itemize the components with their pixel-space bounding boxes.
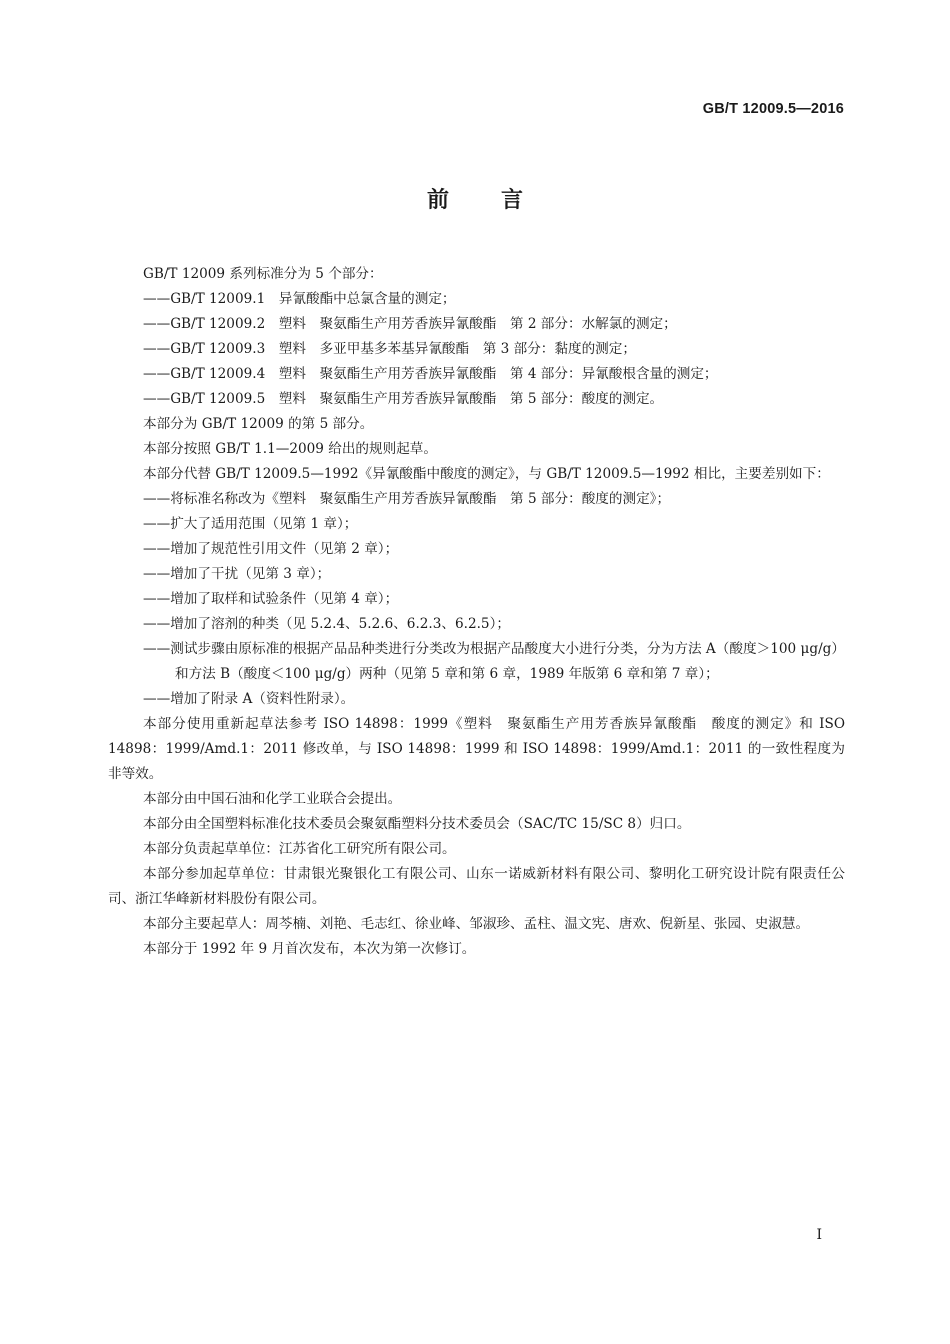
list-item: ——GB/T 12009.5 塑料 聚氨酯生产用芳香族异氰酸酯 第 5 部分：酸度的测定。 <box>143 391 664 407</box>
page-title: 前言 <box>426 188 575 213</box>
foreword-body <box>108 262 845 962</box>
list-item: ——增加了附录 A（资料性附录）。 <box>143 691 355 707</box>
paragraph: 本部分为 GB/T 12009 的第 5 部分。 <box>143 416 374 432</box>
list-item: ——GB/T 12009.2 塑料 聚氨酯生产用芳香族异氰酸酯 第 2 部分：水解氯的测定； <box>143 316 677 332</box>
list-item: ——测试步骤由原标准的根据产品品种类进行分类改为根据产品酸度大小进行分类，分为方法 A（酸度＞100 μg/g）和方法 B（酸度＜100 μg/g）两种（见第 5 章和第 6 章，1989 年版第 6 章和第 7 章）； <box>143 641 845 682</box>
paragraph: 本部分参加起草单位：甘肃银光聚银化工有限公司、山东一诺威新材料有限公司、黎明化工研究设计院有限责任公司、浙江华峰新材料股份有限公司。 <box>108 866 845 907</box>
paragraph: 本部分由全国塑料标准化技术委员会聚氨酯塑料分技术委员会（SAC/TC 15/SC 8）归口。 <box>143 816 691 832</box>
list-item: ——GB/T 12009.4 塑料 聚氨酯生产用芳香族异氰酸酯 第 4 部分：异氰酸根含量的测定； <box>143 366 718 382</box>
list-item: ——增加了溶剂的种类（见 5.2.4、5.2.6、6.2.3、6.2.5）； <box>143 616 510 632</box>
list-item: ——GB/T 12009.3 塑料 多亚甲基多苯基异氰酸酯 第 3 部分：黏度的测定； <box>143 341 636 357</box>
paragraph: 本部分代替 GB/T 12009.5—1992《异氰酸酯中酸度的测定》，与 GB/T 12009.5—1992 相比，主要差别如下： <box>143 466 830 482</box>
page-number: I <box>816 1227 822 1243</box>
list-item: ——GB/T 12009.1 异氰酸酯中总氯含量的测定； <box>143 291 456 307</box>
paragraph: 本部分于 1992 年 9 月首次发布，本次为第一次修订。 <box>143 941 476 957</box>
list-item: ——增加了规范性引用文件（见第 2 章）； <box>143 541 399 557</box>
list-item: ——将标准名称改为《塑料 聚氨酯生产用芳香族异氰酸酯 第 5 部分：酸度的测定》； <box>143 491 671 507</box>
standard-code: GB/T 12009.5—2016 <box>702 101 844 117</box>
paragraph: 本部分按照 GB/T 1.1—2009 给出的规则起草。 <box>143 441 437 457</box>
list-item: ——增加了取样和试验条件（见第 4 章）； <box>143 591 399 607</box>
paragraph: 本部分由中国石油和化学工业联合会提出。 <box>143 791 402 807</box>
paragraph: 本部分使用重新起草法参考 ISO 14898：1999《塑料 聚氨酯生产用芳香族异氰酸酯 酸度的测定》和 ISO 14898：1999/Amd.1：2011 修改单，与 ISO 14898：1999 和 ISO 14898：1999/Amd.1：2011 的一致性程度为非等效。 <box>108 716 845 782</box>
paragraph: 本部分主要起草人：周芩楠、刘艳、毛志红、徐业峰、邹淑珍、孟柱、温文宪、唐欢、倪新星、张园、史淑慧。 <box>143 916 810 932</box>
series-intro: GB/T 12009 系列标准分为 5 个部分： <box>143 266 383 282</box>
paragraph: 本部分负责起草单位：江苏省化工研究所有限公司。 <box>143 841 456 857</box>
list-item: ——扩大了适用范围（见第 1 章）； <box>143 516 358 532</box>
list-item: ——增加了干扰（见第 3 章）； <box>143 566 331 582</box>
